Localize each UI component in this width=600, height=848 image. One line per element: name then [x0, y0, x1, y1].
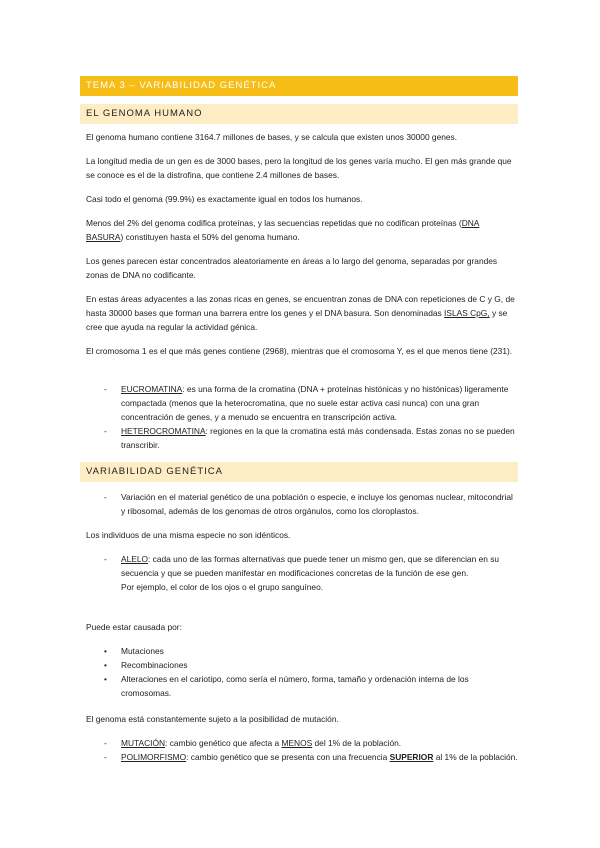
page-title: TEMA 3 – VARIABILIDAD GENÉTICA: [80, 76, 518, 96]
emphasis: MENOS: [281, 738, 313, 748]
list-item: • Alteraciones en el cariotipo, como sería el número, forma, tamaño y ordenación interna de los cromosomas.: [104, 674, 469, 698]
list-item: - MUTACIÓN: cambio genético que afecta a MENOS del 1% de la población.: [104, 738, 402, 748]
emphasis: SUPERIOR: [389, 752, 434, 762]
paragraph: Los individuos de una misma especie no son idénticos.: [86, 530, 291, 540]
dash-marker: -: [104, 554, 107, 564]
section-heading-genoma: EL GENOMA HUMANO: [80, 104, 518, 124]
list-item: - Variación en el material genético de una población o especie, e incluye los genomas nuclear, mitocondrial y ribosomal, además de los genomas de otros orgánulos, como los cloroplastos.: [104, 492, 513, 516]
dash-marker: -: [104, 384, 107, 394]
list-item: - POLIMORFISMO: cambio genético que se presenta con una frecuencia SUPERIOR al 1% de la población.: [104, 752, 518, 762]
paragraph: Menos del 2% del genoma codifica proteínas, y las secuencias repetidas que no codifican proteínas (DNA BASURA) constituyen hasta el 50% del genoma humano.: [86, 218, 480, 242]
paragraph: El genoma humano contiene 3164.7 millones de bases, y se calcula que existen unos 30000 genes.: [86, 132, 458, 142]
example-text: Por ejemplo, el color de los ojos o el grupo sanguíneo.: [121, 582, 324, 592]
list-item: - HETEROCROMATINA: regiones en la que la cromatina está más condensada. Estas zonas no se pueden transcribir.: [104, 426, 515, 450]
mutation-list: [0, 736, 600, 764]
islas-cpg-term: ISLAS CpG,: [444, 308, 490, 318]
definition-list: [0, 490, 600, 518]
paragraph: La longitud media de un gen es de 3000 bases, pero la longitud de los genes varía mucho. El gen más grande que se conoce es el de la distrofina, que contiene 2.4 millones de bases.: [86, 156, 512, 180]
dash-marker: -: [104, 752, 107, 762]
list-term: POLIMORFISMO: [121, 752, 187, 762]
dna-basura-term: DNA BASURA: [86, 218, 480, 242]
list-term: ALELO: [121, 554, 149, 564]
chromatin-list: [0, 382, 600, 452]
causes-list: [0, 644, 600, 700]
paragraph: Puede estar causada por:: [86, 622, 182, 632]
paragraph: El genoma está constantemente sujeto a la posibilidad de mutación.: [86, 714, 339, 724]
alelo-list: [0, 552, 600, 594]
paragraph: Los genes parecen estar concentrados aleatoriamente en áreas a lo largo del genoma, separadas por grandes zonas de DNA no codificante.: [86, 256, 498, 280]
bullet-marker: •: [104, 660, 107, 670]
bullet-marker: •: [104, 646, 107, 656]
list-item: • Mutaciones: [104, 646, 164, 656]
dash-marker: -: [104, 738, 107, 748]
paragraph: En estas áreas adyacentes a las zonas ricas en genes, se encuentran zonas de DNA con repeticiones de C y G, de hasta 30000 bases que forman una barrera entre los genes y el DNA basura. Son denominadas ISLAS CpG, y se cree que ayuda na regular la actividad génica.: [86, 294, 515, 332]
section-heading-variabilidad: VARIABILIDAD GENÉTICA: [80, 462, 518, 482]
dash-marker: -: [104, 492, 107, 502]
list-term: MUTACIÓN: [121, 738, 166, 748]
list-item: - ALELO: cada uno de las formas alternativas que puede tener un mismo gen, que se diferencian en su secuencia y que se pueden manifestar en modificaciones concretas de la función de ese gen. Por ejemplo, el color de los ojos o el grupo sanguíneo.: [0, 552, 518, 594]
list-term: HETEROCROMATINA: [121, 426, 206, 436]
dash-marker: -: [104, 426, 107, 436]
paragraph: El cromosoma 1 es el que más genes contiene (2968), mientras que el cromosoma Y, es el que menos tiene (231).: [86, 346, 513, 356]
bullet-marker: •: [104, 674, 107, 684]
list-item: - EUCROMATINA: es una forma de la cromatina (DNA + proteínas histónicas y no histónicas) ligeramente compactada (menos que la heterocromatina, que no suele estar activa casi nunca) con una gran concentración de genes, y a menudo se encuentra en transcripción activa.: [104, 384, 509, 422]
list-item: • Recombinaciones: [104, 660, 188, 670]
list-term: EUCROMATINA: [121, 384, 183, 394]
paragraph: Casi todo el genoma (99.9%) es exactamente igual en todos los humanos.: [86, 194, 363, 204]
